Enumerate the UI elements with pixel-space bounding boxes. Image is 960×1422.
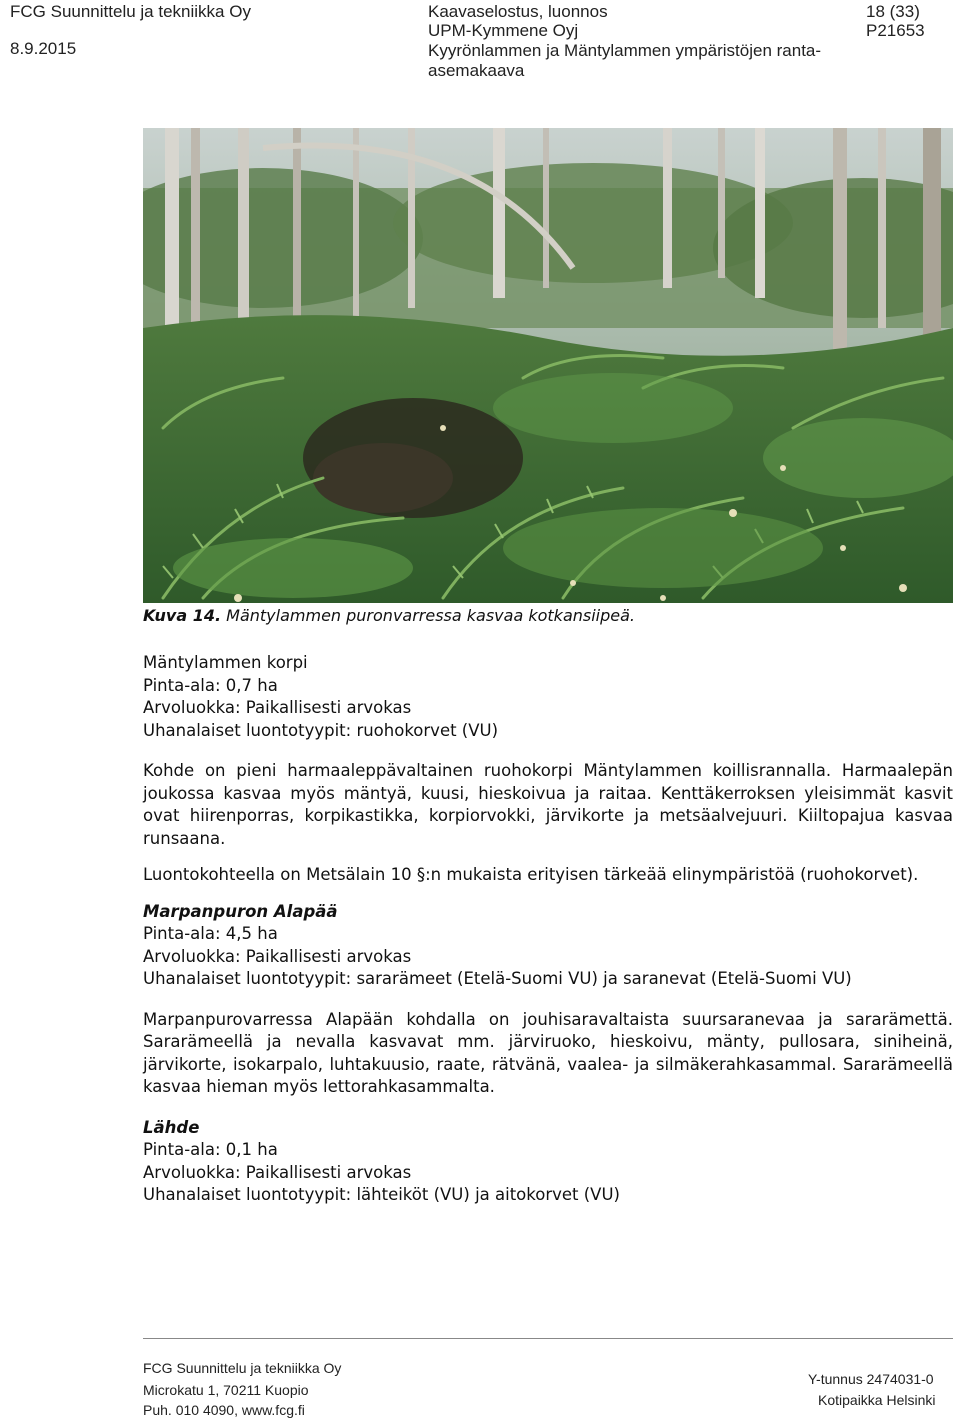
header-page-number: 18 (33) <box>866 2 920 21</box>
header-doc-type: Kaavaselostus, luonnos <box>428 2 608 21</box>
section-paragraph: Marpanpurovarressa Alapään kohdalla on jouhisaravaltaista suursaranevaa ja sararämettä. Sararämeellä ja nevalla kasvavat mm. järviruoko, hieskoivu, mänty, pullosara, siniheinä, järvikorte, isokarpalo, luhtakuusio, raate, rätvänä, vaalea- ja silmäkerahkasammal. Sararämeellä kasvaa hieman myös lettorahkasammalta. <box>143 1009 953 1096</box>
section-threatened-types: Uhanalaiset luontotyypit: lähteiköt (VU) ja aitokorvet (VU) <box>143 1185 620 1204</box>
footer-divider <box>143 1338 953 1339</box>
section-threatened-types: Uhanalaiset luontotyypit: sararämeet (Etelä-Suomi VU) ja saranevat (Etelä-Suomi VU) <box>143 969 852 988</box>
section-threatened-types: Uhanalaiset luontotyypit: ruohokorvet (VU) <box>143 720 499 740</box>
caption-text: Mäntylammen puronvarressa kasvaa kotkansiipeä. <box>221 606 635 625</box>
header-project-line2: asemakaava <box>428 61 525 80</box>
header-date: 8.9.2015 <box>10 39 77 58</box>
section-area: Pinta-ala: 4,5 ha <box>143 924 278 943</box>
footer-domicile: Kotipaikka Helsinki <box>818 1392 936 1408</box>
footer-company: FCG Suunnittelu ja tekniikka Oy <box>143 1360 342 1376</box>
caption-label: Kuva 14. <box>143 606 222 625</box>
section-title-mantylammen-korpi: Mäntylammen korpi <box>143 653 308 672</box>
section-paragraph: Kohde on pieni harmaaleppävaltainen ruohokorpi Mäntylammen koillisrannalla. Harmaalepän joukossa kasvaa myös mäntyä, kuusi, hieskoivua ja raitaa. Kenttäkerroksen yleisimmät kasvit ovat hiirenporras, korpikastikka, korpiorvokki, järvikorte ja metsäalvejuuri. Kiiltopajua kasvaa runsaana. <box>143 761 953 848</box>
footer-address: Microkatu 1, 70211 Kuopio <box>143 1382 309 1398</box>
section-area: Pinta-ala: 0,1 ha <box>143 1140 278 1159</box>
document-body <box>143 652 953 1207</box>
header-project-line1: Kyyrönlammen ja Mäntylammen ympäristöjen ranta- <box>428 41 822 60</box>
section-title-marpanpuron-alapaa: Marpanpuron Alapää <box>143 901 338 921</box>
figure-caption <box>143 606 635 625</box>
section-value-class: Arvoluokka: Paikallisesti arvokas <box>143 1162 412 1182</box>
section-paragraph: Luontokohteella on Metsälain 10 §:n mukaista erityisen tärkeää elinympäristöä (ruohokorvet). <box>143 865 919 884</box>
footer-business-id: Y-tunnus 2474031-0 <box>808 1371 934 1387</box>
header-project-code: P21653 <box>866 21 925 40</box>
forest-fern-photo <box>143 128 953 603</box>
section-value-class: Arvoluokka: Paikallisesti arvokas <box>143 698 412 717</box>
header-client: UPM-Kymmene Oyj <box>428 21 579 40</box>
footer-contact: Puh. 010 4090, www.fcg.fi <box>143 1402 305 1418</box>
section-title-lahde: Lähde <box>143 1117 200 1137</box>
section-value-class: Arvoluokka: Paikallisesti arvokas <box>143 946 412 966</box>
section-area: Pinta-ala: 0,7 ha <box>143 675 278 695</box>
header-company: FCG Suunnittelu ja tekniikka Oy <box>10 2 251 21</box>
